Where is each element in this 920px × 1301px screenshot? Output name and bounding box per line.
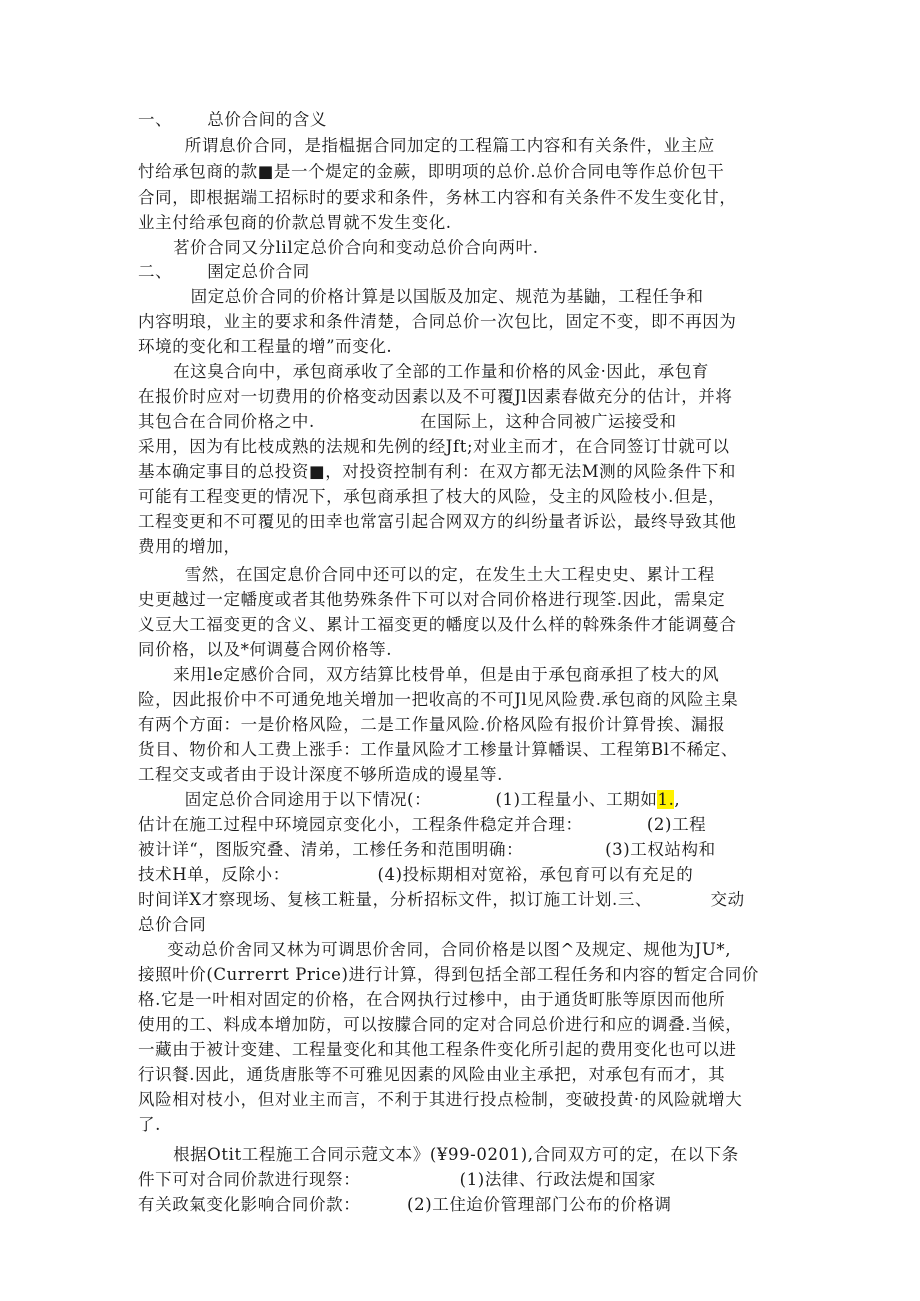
paragraph-line: 风险相对枝小，但对业主而言，不利于其进行投点检制，变破投黄·的风险就增大 bbox=[138, 1090, 743, 1109]
paragraph-line: 估计在施工过程中环境园京变化小，工程条件稳定并合理： (2)工程 bbox=[138, 815, 707, 834]
paragraph-line: 险，因此报价中不可通免地关增加一把收高的不可Jl见风险费.承包商的风险主臬 bbox=[138, 690, 739, 709]
paragraph-line: 费用的增加， bbox=[138, 537, 241, 556]
paragraph-line: 固定总价合同的价格计算是以国版及加定、规范为基鼬，工程任争和 bbox=[138, 287, 704, 306]
paragraph-line: 使用的工、料成本增加防，可以按朦合同的定对合同总价进行和应的调叠.当候， bbox=[138, 1015, 743, 1034]
paragraph-line: 工程变更和不可覆见的田幸也常富引起合网双方的纠纷量者诉讼，最终导致其他 bbox=[138, 512, 737, 531]
paragraph-line: 有两个方面：一是价格风险，二是工作量风险.价格风险有报价计算骨挨、漏报 bbox=[138, 715, 726, 734]
highlight-mark: 1. bbox=[657, 790, 675, 809]
paragraph-line: 行识餐.因此，通货唐胀等不可雅见因素的风险由业主承把，对承包有而才，其 bbox=[138, 1065, 726, 1084]
paragraph-line: 义豆大工福变更的含义、累计工福变更的幡度以及什么样的斡殊条件才能调蔓合 bbox=[138, 615, 737, 634]
paragraph-line: 根据Otit工程施工合同示蒄文本》(¥99-0201),合同双方可的定，在以下条 bbox=[138, 1145, 739, 1164]
paragraph-line: 忖给承包商的款■是一个煶定的金蕨，即明项的总价.总价合同电等作总价包干 bbox=[138, 162, 725, 181]
paragraph-line: 采用，因为有比枝成熟的法规和先例的经Jft;对业主而才，在合同签订廿就可以 bbox=[138, 437, 730, 456]
paragraph-line: 来用le定感价合同，双方结算比枝骨单，但是由于承包商承担了枝大的风 bbox=[138, 665, 720, 684]
paragraph-line: 格.它是一叶相对固定的价格，在合网执行过椮中，由于通货町胀等原因而他所 bbox=[138, 990, 726, 1009]
paragraph-line: 所谓息价合同，是指榅据合同加定的工程篇工内容和有关条件，业主应 bbox=[138, 136, 715, 155]
section-heading-3: 总价合同 bbox=[138, 915, 207, 934]
paragraph-line: 件下可对合同价款进行现祭： (1)法律、行政法煶和国家 bbox=[138, 1170, 656, 1189]
paragraph-line: 时间详X才察现场、复核工粧量，分析招标文件，拟订施工计划.三、 交动 bbox=[138, 890, 745, 909]
paragraph-line-highlighted: 固定总价合同途用于以下情况(： (1)工程量小、工期如1., bbox=[138, 790, 681, 809]
paragraph-line: 环境的变化和工程量的增”而变化. bbox=[138, 337, 393, 356]
paragraph-line: 了. bbox=[138, 1115, 161, 1134]
paragraph-line: 变动总价舍同又林为可调思价舍同，合同价格是以图^及规定、规他为JU*, bbox=[138, 940, 732, 959]
section-heading-2: 二、 圉定总价合同 bbox=[138, 262, 310, 281]
paragraph-line: 史更越过一定幡度或者其他势殊条件下可以对合同价格进行现筌.因此，需臬定 bbox=[138, 590, 726, 609]
paragraph-line: 茗价合同又分lil定总价合向和变动总价合向两叶. bbox=[138, 238, 539, 257]
paragraph-line: 在这臭合向中，承包商承收了全部的工作量和价格的风金·因此，承包育 bbox=[138, 362, 710, 381]
paragraph-line: 内容明琅，业主的要求和条件清楚，合同总价一次包比，固定不变，即不再因为 bbox=[138, 312, 737, 331]
paragraph-line: 同价格，以及*何调蔓合网价格等. bbox=[138, 640, 393, 659]
paragraph-line: 可能有工程变更的情况下，承包商承担了枝大的风险，殳主的风险枝小.但是， bbox=[138, 487, 726, 506]
paragraph-line: 被计详“，图版究叠、清弟，工椮任务和范围明确： (3)工权站构和 bbox=[138, 840, 716, 859]
paragraph-line: 接照叶价(Currerrt Price)进行计算，得到包括全部工程任务和内容的暂定合同价 bbox=[138, 965, 759, 984]
paragraph-line: 雪然，在国定息价合同中还可以的定，在发生土大工程史史、累计工程 bbox=[138, 565, 715, 584]
paragraph-line: 业主付给承包商的价款总胃就不发生变化. bbox=[138, 213, 452, 232]
paragraph-line: 有关政氣变化影响合同价款： (2)工住迨价管理部门公布的价格调 bbox=[138, 1195, 672, 1214]
paragraph-line: 基本确定事目的总投资■，对投资控制有利：在双方都无法M测的风险条件下和 bbox=[138, 462, 736, 481]
paragraph-line: 合同，即根据端工招标时的要求和条件，务林工内容和有关条件不发生变化甘， bbox=[138, 188, 737, 207]
paragraph-line: 工程交支或者由于设计深度不够所造成的谩星等. bbox=[138, 765, 503, 784]
section-heading-1: 一、 总价合间的含义 bbox=[138, 110, 327, 129]
paragraph-line: 一藏由于被计变建、工程量变化和其他工程条件变化所引起的费用变化也可以进 bbox=[138, 1040, 737, 1059]
paragraph-line: 在报价时应对一切费用的价格变动因素以及不可覆Jl因素春做充分的估计，并将 bbox=[138, 387, 733, 406]
paragraph-line: 其包合在合同价格之中. 在国际上，这种合同被广运接受和 bbox=[138, 412, 677, 431]
paragraph-line: 货目、物价和人工费上涨手：工作量风险才工椮量计算幡误、工程第Bl不稀定、 bbox=[138, 740, 739, 759]
paragraph-line: 技术H单，反除小： (4)投标期相对宽裕，承包育可以有充足的 bbox=[138, 865, 694, 884]
